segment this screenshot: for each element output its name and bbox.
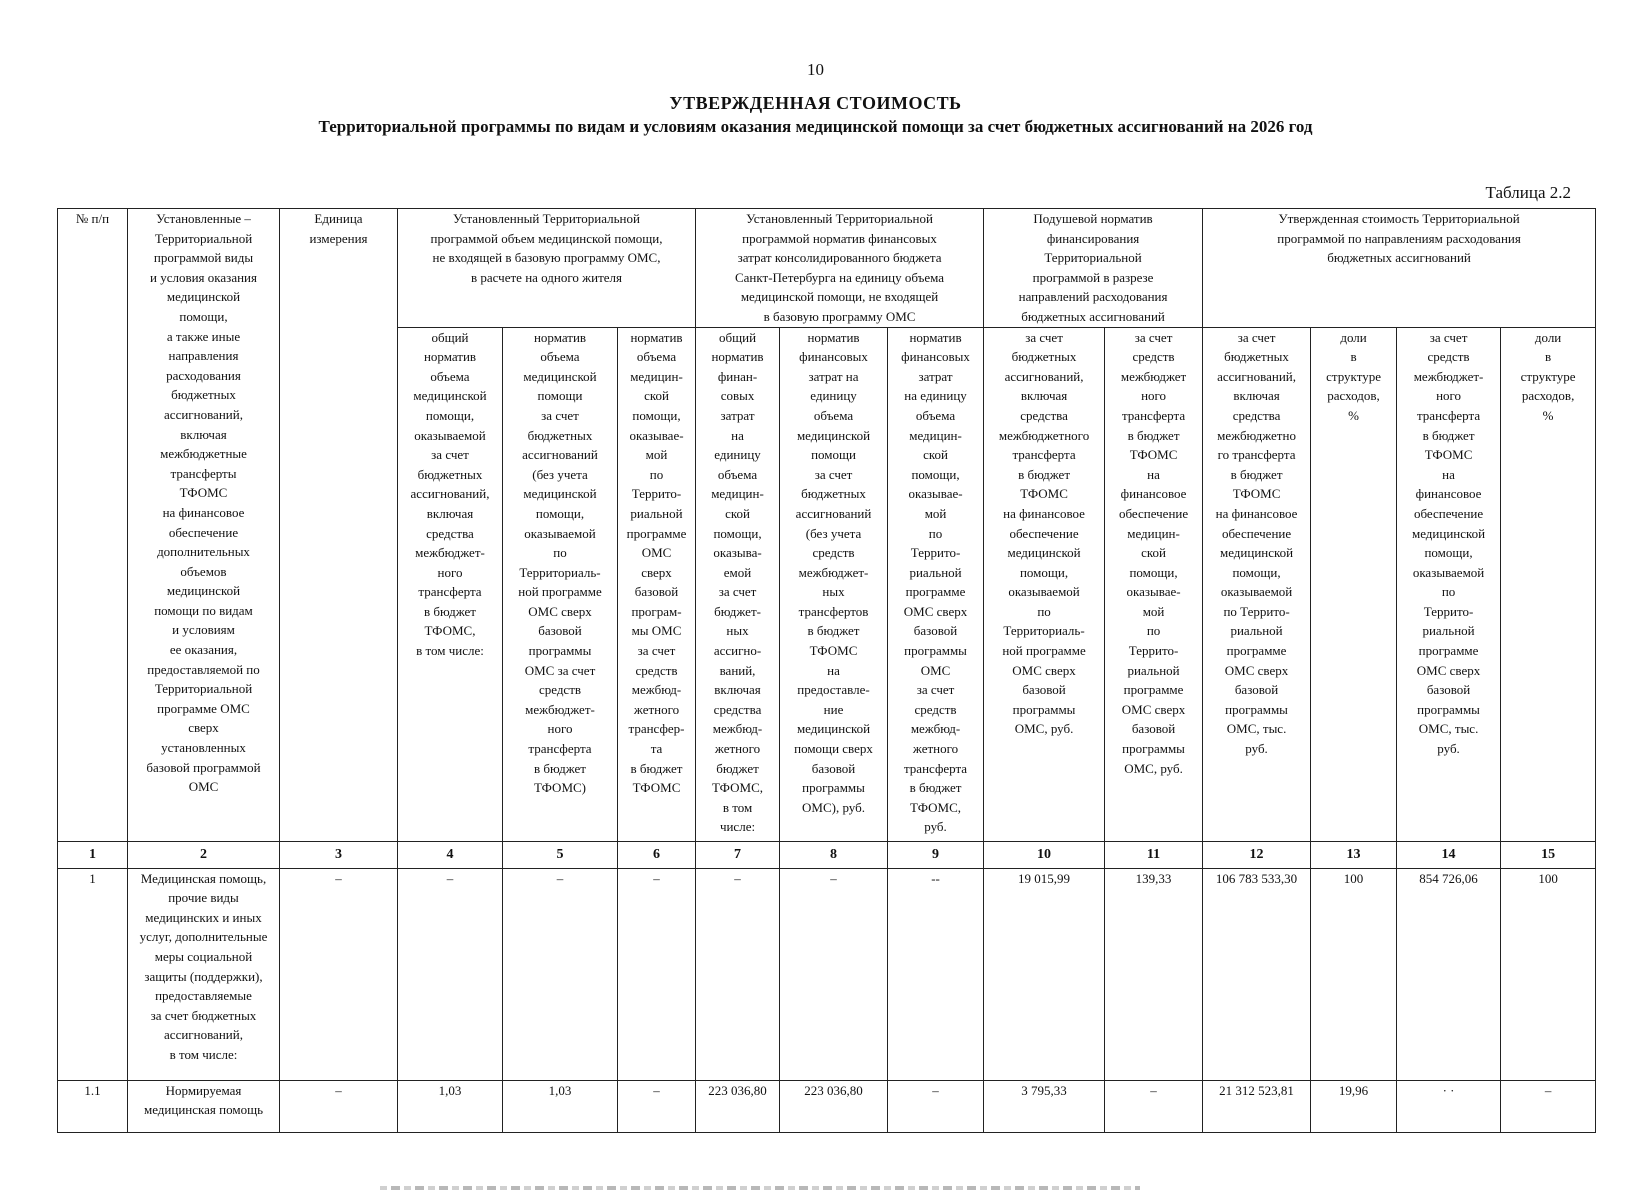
- cell-col6: –: [618, 1080, 696, 1132]
- document-title: УТВЕРЖДЕННАЯ СТОИМОСТЬ: [669, 93, 962, 113]
- row-number: 1.1: [58, 1080, 128, 1132]
- header-group-cost-norm: Установленный Территориальной программой норматив финансовых затрат консолидированного бюджета Санкт-Петербурга на единицу объема медицинской помощи, не входящей в базовую программу ОМС: [696, 209, 984, 328]
- cell-col14: · ·: [1397, 1080, 1501, 1132]
- column-number: 14: [1397, 841, 1501, 868]
- column-number: 1: [58, 841, 128, 868]
- cell-col12: 21 312 523,81: [1203, 1080, 1311, 1132]
- header-col6: норматив объема медицин- ской помощи, оказывае- мой по Террито- риальной программе ОМС сверх базовой програм- мы ОМС за счет средств межбюд- жетного трансфер- та в бюджет ТФОМС: [618, 327, 696, 841]
- cell-col13: 19,96: [1311, 1080, 1397, 1132]
- header-group-approved-cost: Утвержденная стоимость Территориальной программой по направлениям расходования бюджетных ассигнований: [1203, 209, 1596, 328]
- cell-col7: –: [696, 868, 780, 1080]
- row-unit: –: [280, 868, 398, 1080]
- column-number: 3: [280, 841, 398, 868]
- row-name: Нормируемая медицинская помощь: [128, 1080, 280, 1132]
- cell-col10: 19 015,99: [984, 868, 1105, 1080]
- column-number: 7: [696, 841, 780, 868]
- header-col8: норматив финансовых затрат на единицу объема медицинской помощи за счет бюджетных ассигнований (без учета средств межбюджет- ных трансфертов в бюджет ТФОМС на предоставле- ние медицинской помощи сверх базовой программы ОМС), руб.: [780, 327, 888, 841]
- cell-col5: 1,03: [503, 1080, 618, 1132]
- cell-col11: –: [1105, 1080, 1203, 1132]
- header-col7: общий норматив финан- совых затрат на единицу объема медицин- ской помощи, оказыва- емой за счет бюджет- ных ассигно- ваний, включая средства межбюд- жетного бюджет ТФОМС, в том числе:: [696, 327, 780, 841]
- column-number: 4: [398, 841, 503, 868]
- table-label: Таблица 2.2: [1485, 183, 1571, 202]
- column-number: 2: [128, 841, 280, 868]
- cell-col15: –: [1501, 1080, 1596, 1132]
- header-col14: за счет средств межбюджет- ного трансферта в бюджет ТФОМС на финансовое обеспечение медицинской помощи, оказываемой по Террито- риальной программе ОМС сверх базовой программы ОМС, тыс. руб.: [1397, 327, 1501, 841]
- document-subtitle: Территориальной программы по видам и условиям оказания медицинской помощи за счет бюджетных ассигнований на 2026 год: [318, 117, 1313, 136]
- header-col5: норматив объема медицинской помощи за счет бюджетных ассигнований (без учета медицинской помощи, оказываемой по Территориаль- ной программе ОМС сверх базовой программы ОМС за счет средств межбюджет- ного трансферта в бюджет ТФОМС): [503, 327, 618, 841]
- header-type: Установленные – Территориальной программой виды и условия оказания медицинской помощи, а также иные направления расходования бюджетных ассигнований, включая межбюджетные трансферты ТФОМС на финансовое обеспечение дополнительных объемов медицинской помощи по видам и условиям ее оказания, предоставляемой по Территориальной программе ОМС сверх установленных базовой программой ОМС: [128, 209, 280, 842]
- header-col10: за счет бюджетных ассигнований, включая средства межбюджетного трансферта в бюджет ТФОМС на финансовое обеспечение медицинской помощи, оказываемой по Территориаль- ной программе ОМС сверх базовой программы ОМС, руб.: [984, 327, 1105, 841]
- cell-col9: --: [888, 868, 984, 1080]
- table-row: [58, 1080, 1596, 1132]
- row-number: 1: [58, 868, 128, 1080]
- scan-artifact-line: [380, 1186, 1140, 1190]
- cell-col5: –: [503, 868, 618, 1080]
- row-name: Медицинская помощь, прочие виды медицинских и иных услуг, дополнительные меры социальной защиты (поддержки), предоставляемые за счет бюджетных ассигнований, в том числе:: [128, 868, 280, 1080]
- column-number: 11: [1105, 841, 1203, 868]
- header-col4: общий норматив объема медицинской помощи, оказываемой за счет бюджетных ассигнований, включая средства межбюджет- ного трансферта в бюджет ТФОМС, в том числе:: [398, 327, 503, 841]
- header-col12: за счет бюджетных ассигнований, включая средства межбюджетно го трансферта в бюджет ТФОМС на финансовое обеспечение медицинской помощи, оказываемой по Террито- риальной программе ОМС сверх базовой программы ОМС, тыс. руб.: [1203, 327, 1311, 841]
- cell-col9: –: [888, 1080, 984, 1132]
- column-number: 12: [1203, 841, 1311, 868]
- row-unit: –: [280, 1080, 398, 1132]
- cell-col14: 854 726,06: [1397, 868, 1501, 1080]
- column-number: 13: [1311, 841, 1397, 868]
- cell-col8: 223 036,80: [780, 1080, 888, 1132]
- header-col13: доли в структуре расходов, %: [1311, 327, 1397, 841]
- column-number: 6: [618, 841, 696, 868]
- header-col9: норматив финансовых затрат на единицу объема медицин- ской помощи, оказывае- мой по Террито- риальной программе ОМС сверх базовой программы ОМС за счет средств межбюд- жетного трансферта в бюджет ТФОМС, руб.: [888, 327, 984, 841]
- cell-col7: 223 036,80: [696, 1080, 780, 1132]
- cell-col13: 100: [1311, 868, 1397, 1080]
- column-number: 8: [780, 841, 888, 868]
- cell-col15: 100: [1501, 868, 1596, 1080]
- column-number: 9: [888, 841, 984, 868]
- cell-col6: –: [618, 868, 696, 1080]
- table-row: [58, 868, 1596, 1080]
- cell-col8: –: [780, 868, 888, 1080]
- header-col11: за счет средств межбюджет ного трансферта в бюджет ТФОМС на финансовое обеспечение медицин- ской помощи, оказывае- мой по Террито- риальной программе ОМС сверх базовой программы ОМС, руб.: [1105, 327, 1203, 841]
- cell-col4: –: [398, 868, 503, 1080]
- cost-table: [57, 208, 1596, 1133]
- column-number: 10: [984, 841, 1105, 868]
- cell-col10: 3 795,33: [984, 1080, 1105, 1132]
- header-col15: доли в структуре расходов, %: [1501, 327, 1596, 841]
- header-group-volume: Установленный Территориальной программой объем медицинской помощи, не входящей в базовую программу ОМС, в расчете на одного жителя: [398, 209, 696, 328]
- column-number: 5: [503, 841, 618, 868]
- column-number: 15: [1501, 841, 1596, 868]
- header-num: № п/п: [58, 209, 128, 842]
- cell-col4: 1,03: [398, 1080, 503, 1132]
- header-group-per-capita: Подушевой норматив финансирования Территориальной программой в разрезе направлений расходования бюджетных ассигнований: [984, 209, 1203, 328]
- cell-col11: 139,33: [1105, 868, 1203, 1080]
- cell-col12: 106 783 533,30: [1203, 868, 1311, 1080]
- page-number: 10: [807, 60, 824, 79]
- header-unit: Единица измерения: [280, 209, 398, 842]
